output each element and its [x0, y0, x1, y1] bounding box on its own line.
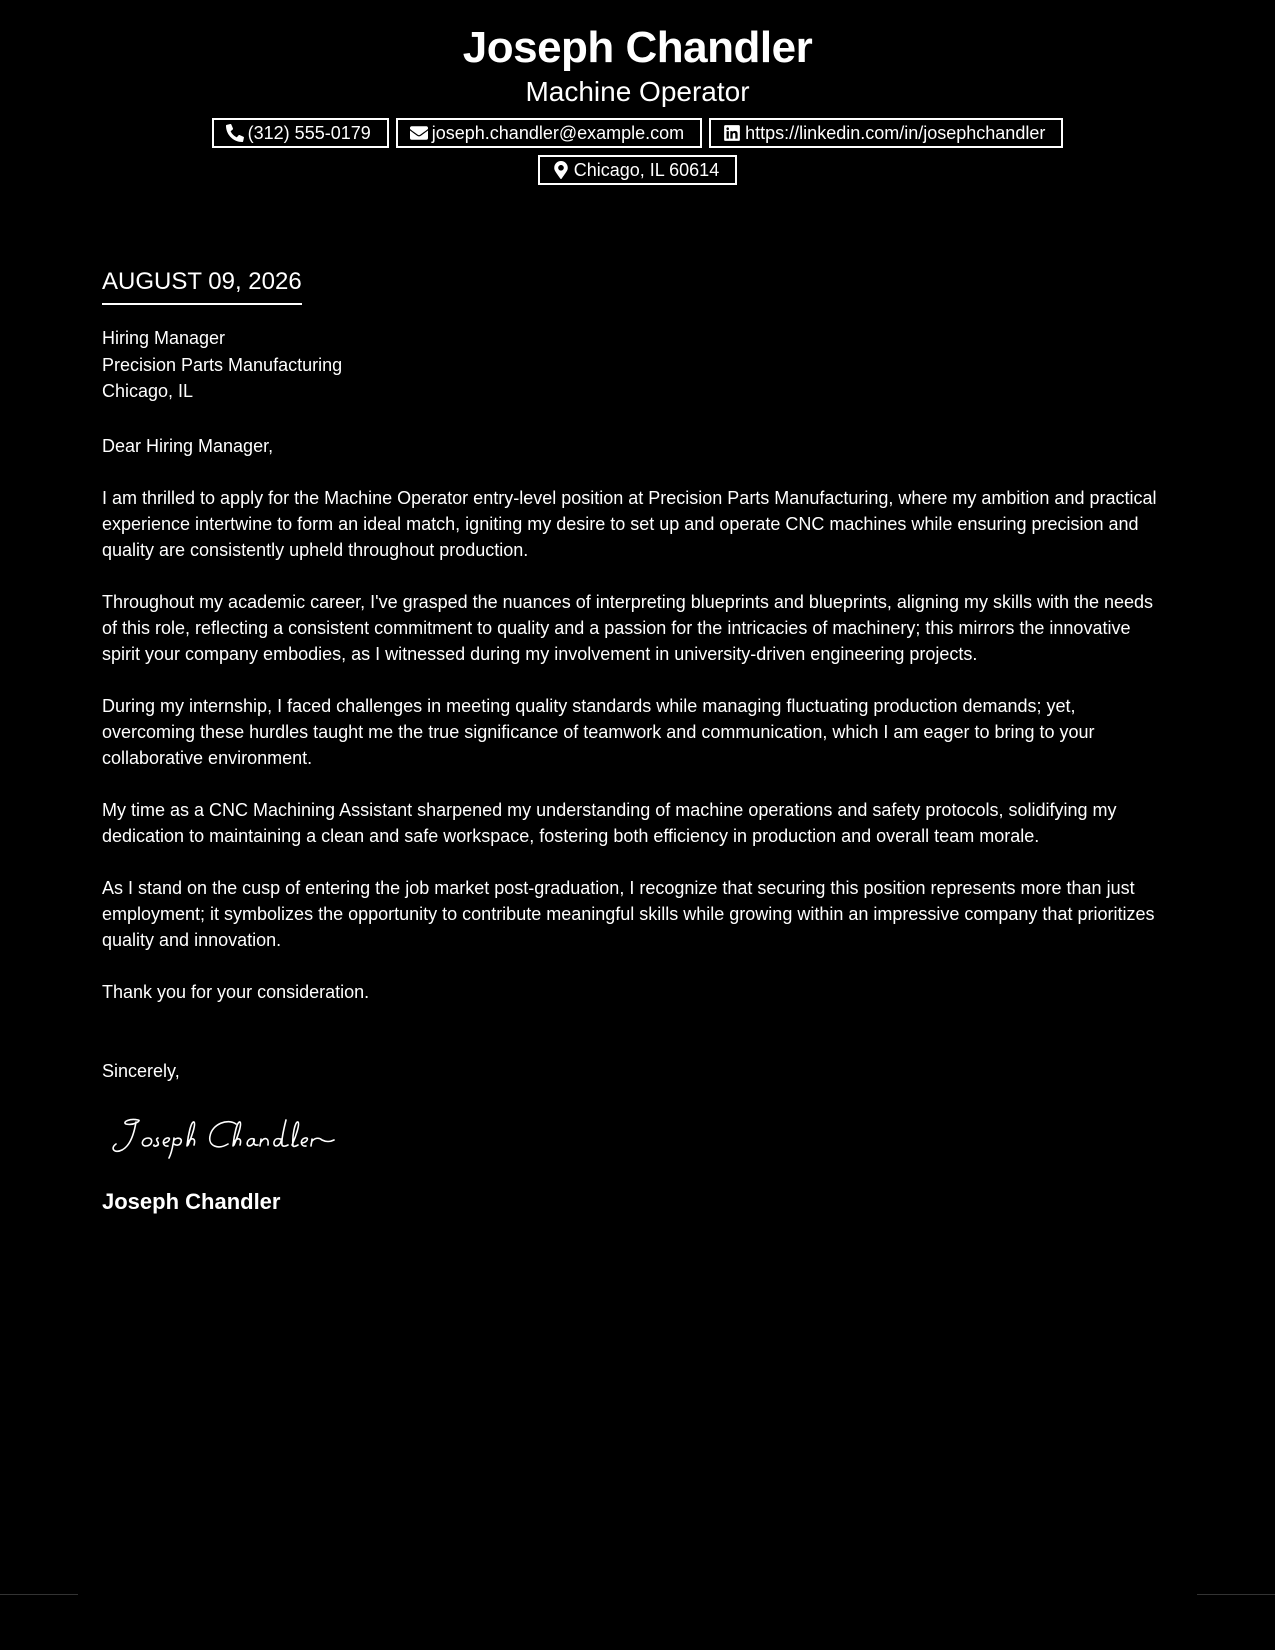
phone-icon [226, 124, 244, 142]
email-chip[interactable] [396, 118, 702, 148]
paragraph: I am thrilled to apply for the Machine Operator entry-level position at Precision Parts Manufacturing, where my ambition and practical experience intertwine to form an ideal match, igniting my desire to set up and operate CNC machines while ensuring precision and quality are consistently upheld throughout production. [102, 487, 1157, 560]
signer-name: Joseph Chandler [102, 1188, 281, 1214]
contact-row-secondary [0, 155, 1275, 185]
paragraph: During my internship, I faced challenges in meeting quality standards while managing fluctuating production demands; yet, overcoming these hurdles taught me the true significance of teamwork and communication, which I am eager to bring to your collaborative environment. [102, 695, 1095, 768]
paragraph: As I stand on the cusp of entering the job market post-graduation, I recognize that securing this position represents more than just employment; it symbolizes the opportunity to contribute meaningful skills while growing within an impressive company that prioritizes quality and innovation. [102, 877, 1155, 950]
linkedin-chip[interactable] [709, 118, 1063, 148]
map-marker-icon [552, 161, 570, 179]
letter-header [0, 20, 1275, 185]
footer-divider-left [0, 1594, 78, 1595]
salutation: Dear Hiring Manager, [102, 435, 274, 456]
email-text: joseph.chandler@example.com [431, 123, 685, 143]
phone-text: (312) 555-0179 [247, 123, 371, 143]
recipient-company: Precision Parts Manufacturing [102, 354, 343, 375]
paragraph: Throughout my academic career, I've grasped the nuances of interpreting blueprints and blueprints, aligning my skills with the needs of this role, reflecting a consistent commitment to quality and a passion for the intricacies of machinery; this mirrors the innovative spirit your company embodies, as I witnessed during my involvement in university-driven engineering projects. [102, 591, 1154, 664]
paragraph: Thank you for your consideration. [102, 981, 370, 1002]
paragraph: My time as a CNC Machining Assistant sharpened my understanding of machine operations and safety protocols, solidifying my dedication to maintaining a clean and safe workspace, fostering both efficiency in production and overall team morale. [102, 799, 1117, 846]
linkedin-text: https://linkedin.com/in/josephchandler [745, 123, 1046, 143]
signature-image [108, 1112, 368, 1162]
linkedin-icon [723, 124, 741, 142]
envelope-icon [410, 124, 428, 142]
handwritten-signature [108, 1112, 1172, 1162]
recipient-block [102, 325, 1172, 405]
phone-chip[interactable] [212, 118, 389, 148]
closing: Sincerely, [102, 1060, 180, 1081]
contact-row [0, 118, 1275, 148]
footer-divider-right [1197, 1594, 1275, 1595]
location-chip[interactable] [538, 155, 737, 185]
location-text: Chicago, IL 60614 [573, 160, 720, 180]
letter-body [102, 263, 1172, 1216]
applicant-name: Joseph Chandler [462, 23, 813, 72]
applicant-role: Machine Operator [525, 76, 750, 107]
recipient-city: Chicago, IL [102, 381, 194, 401]
letter-date: AUGUST 09, 2026 [102, 263, 302, 305]
recipient-title: Hiring Manager [102, 328, 226, 348]
